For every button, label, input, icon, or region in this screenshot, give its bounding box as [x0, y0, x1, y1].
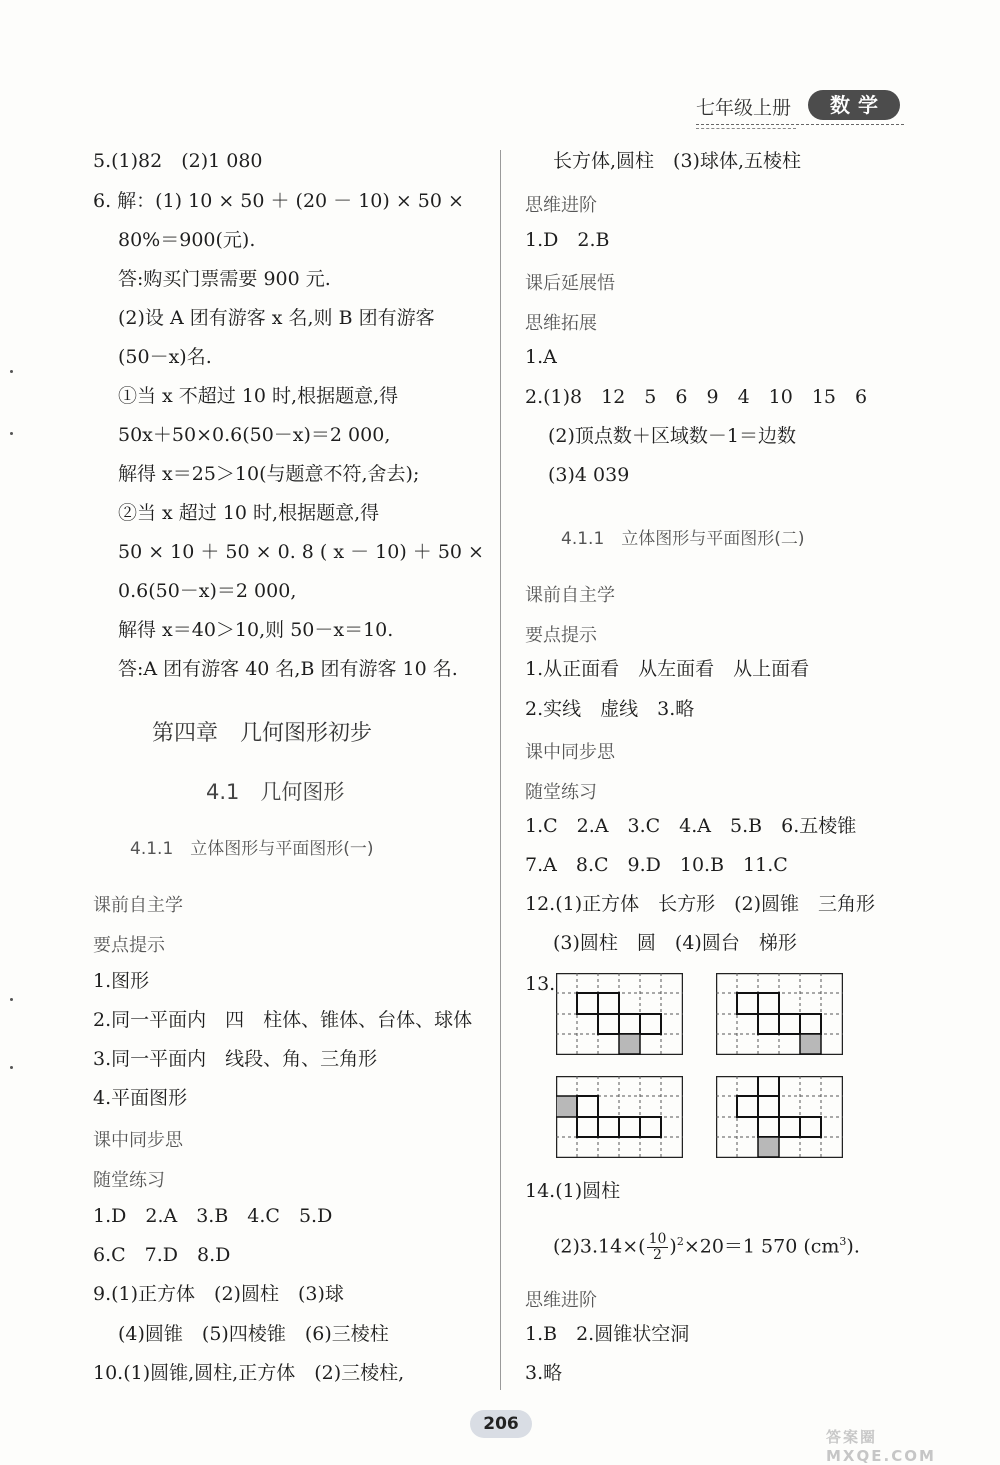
section-label: 随堂练习 [525, 782, 597, 803]
section-label: 课前自主学 [525, 585, 615, 606]
scan-speck [10, 998, 13, 1001]
answer-line: 3.略 [525, 1362, 563, 1384]
answer-line: 答:A 团有游客 40 名,B 团有游客 10 名. [118, 658, 458, 680]
answer-line: 7.A 8.C 9.D 10.B 11.C [525, 854, 788, 876]
header-rule-short [696, 128, 796, 129]
answer-line: 2.(1)8 12 5 6 9 4 10 15 6 [525, 386, 868, 408]
section-label: 要点提示 [93, 935, 165, 956]
answer-line: 12.(1)正方体 长方形 (2)圆锥 三角形 [525, 893, 876, 915]
scan-speck [10, 432, 13, 435]
fraction-denominator: 2 [653, 1246, 662, 1263]
page-number: 206 [470, 1410, 532, 1438]
answer-line: 10.(1)圆锥,圆柱,正方体 (2)三棱柱, [93, 1362, 405, 1384]
answer-line: ②当 x 超过 10 时,根据题意,得 [118, 502, 380, 524]
answer-line: (50－x)名. [118, 346, 212, 368]
question-number: 13. [525, 973, 556, 995]
answer-line: (3)圆柱 圆 (4)圆台 梯形 [553, 932, 797, 954]
fraction-numerator: 10 [648, 1230, 667, 1247]
answer-line: (3)4 039 [548, 464, 630, 486]
answer-line: 6.C 7.D 8.D [93, 1244, 231, 1266]
answer-line: 4.平面图形 [93, 1087, 188, 1109]
scan-speck [10, 1066, 13, 1069]
formula-part: (2)3.14×( [553, 1235, 646, 1258]
formula-part: ×20＝1 570 (cm [683, 1235, 840, 1258]
formula-part: ). [846, 1235, 860, 1258]
chapter-title: 第四章 几何图形初步 [152, 721, 373, 746]
answer-line: 2.同一平面内 四 柱体、锥体、台体、球体 [93, 1009, 473, 1031]
section-label: 思维进阶 [525, 195, 597, 216]
watermark-text: 答案圈 MXQE.COM [826, 1428, 936, 1465]
answer-line: 50 × 10 ＋ 50 × 0. 8 ( x － 10) ＋ 50 × [118, 541, 484, 563]
view-grid-2 [716, 973, 843, 1055]
answer-line: 6. 解：(1) 10 × 50 ＋ (20 － 10) × 50 × [93, 190, 464, 212]
section-label: 思维进阶 [525, 1290, 597, 1311]
answer-line: 答:购买门票需要 900 元. [118, 268, 331, 290]
answer-line: 9.(1)正方体 (2)圆柱 (3)球 [93, 1283, 344, 1305]
grade-label: 七年级上册 [696, 97, 792, 119]
view-grid-1 [556, 973, 683, 1055]
column-divider [500, 150, 501, 1390]
subject-badge: 数学 [808, 90, 900, 120]
answer-line: 50x＋50×0.6(50－x)＝2 000, [118, 424, 391, 446]
subsection-title: 4.1.1 立体图形与平面图形(一) [130, 839, 374, 859]
answer-line: (2)设 A 团有游客 x 名,则 B 团有游客 [118, 307, 435, 329]
answer-line: 80%＝900(元). [118, 229, 256, 251]
section-label: 要点提示 [525, 625, 597, 646]
answer-line: (4)圆锥 (5)四棱锥 (6)三棱柱 [118, 1323, 389, 1345]
answer-line: 1.B 2.圆锥状空洞 [525, 1323, 690, 1345]
answer-line: 1.D 2.A 3.B 4.C 5.D [93, 1205, 333, 1227]
view-grid-3 [556, 1076, 683, 1158]
answer-line: 5.(1)82 (2)1 080 [93, 150, 263, 172]
formula-part: ) [669, 1235, 677, 1258]
answer-line: 1.图形 [93, 970, 150, 992]
section-label: 课中同步思 [525, 742, 615, 763]
section-label: 课前自主学 [93, 895, 183, 916]
answer-line: 1.A [525, 346, 557, 368]
formula-exponent: 2 [676, 1235, 684, 1248]
formula-exponent: 3 [839, 1235, 847, 1248]
section-label: 课中同步思 [93, 1130, 183, 1151]
answer-line: 1.D 2.B [525, 229, 610, 251]
answer-line: 解得 x＝25＞10(与题意不符,舍去); [118, 463, 420, 485]
watermark-logo [820, 1392, 980, 1465]
section-label: 随堂练习 [93, 1170, 165, 1191]
answer-line: 0.6(50－x)＝2 000, [118, 580, 297, 602]
scan-speck [10, 370, 13, 373]
section-label: 课后延展悟 [525, 273, 615, 294]
section-title: 4.1 几何图形 [206, 780, 345, 804]
fraction [647, 1232, 669, 1263]
answer-line: 解得 x＝40＞10,则 50－x＝10. [118, 619, 394, 641]
answer-line: 1.从正面看 从左面看 从上面看 [525, 658, 810, 680]
section-label: 思维拓展 [525, 313, 597, 334]
subsection-title: 4.1.1 立体图形与平面图形(二) [561, 529, 805, 549]
page-header [696, 88, 906, 134]
answer-line: (2)顶点数＋区域数－1＝边数 [548, 425, 797, 447]
answer-line: 长方体,圆柱 (3)球体,五棱柱 [553, 150, 801, 172]
formula-line [553, 1230, 860, 1263]
answer-line: 3.同一平面内 线段、角、三角形 [93, 1048, 378, 1070]
view-grid-4 [716, 1076, 843, 1158]
answer-line: ①当 x 不超过 10 时,根据题意,得 [118, 385, 399, 407]
answer-line: 1.C 2.A 3.C 4.A 5.B 6.五棱锥 [525, 815, 857, 837]
answer-line: 2.实线 虚线 3.略 [525, 698, 695, 720]
header-rule [696, 124, 904, 125]
answer-line: 14.(1)圆柱 [525, 1180, 621, 1202]
